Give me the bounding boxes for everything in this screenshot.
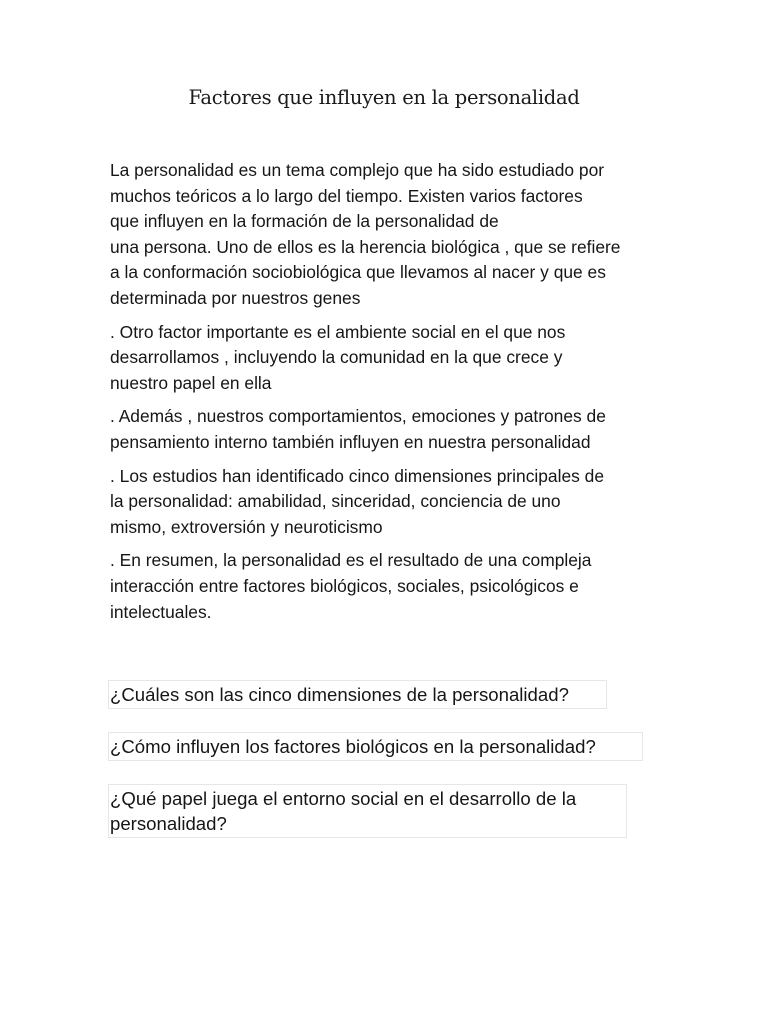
text-line: intelectuales. <box>110 601 212 622</box>
text-line: una persona. Uno de ellos es la herencia biológica , que se refiere <box>110 236 621 257</box>
text-line: interacción entre factores biológicos, sociales, psicológicos e <box>110 575 579 596</box>
text-line: muchos teóricos a lo largo del tiempo. Existen varios factores <box>110 185 583 206</box>
question-text: ¿Cuáles son las cinco dimensiones de la personalidad? <box>110 684 569 705</box>
text-line: a la conformación sociobiológica que llevamos al nacer y que es <box>110 262 606 283</box>
text-line: mismo, extroversión y neuroticismo <box>110 516 383 537</box>
text-line: La personalidad es un tema complejo que ha sido estudiado por <box>110 160 605 180</box>
text-line: determinada por nuestros genes <box>110 287 361 308</box>
text-line: la personalidad: amabilidad, sinceridad, conciencia de uno <box>110 491 561 512</box>
paragraph-5 <box>110 548 670 625</box>
question-2 <box>108 732 643 761</box>
question-1 <box>108 680 607 709</box>
paragraph-2 <box>110 320 670 397</box>
text-line: . En resumen, la personalidad es el resultado de una compleja <box>110 550 592 571</box>
text-line: que influyen en la formación de la personalidad de <box>110 211 499 232</box>
question-text: ¿Cómo influyen los factores biológicos en la personalidad? <box>110 736 596 757</box>
text-line: . Además , nuestros comportamientos, emociones y patrones de <box>110 406 606 427</box>
paragraph-3 <box>110 404 670 455</box>
text-line: desarrollamos , incluyendo la comunidad en la que crece y <box>110 347 563 368</box>
document-title: Factores que influyen en la personalidad <box>188 86 580 109</box>
question-text: ¿Qué papel juega el entorno social en el desarrollo de la <box>110 788 577 809</box>
question-3 <box>108 784 627 838</box>
text-line: . Los estudios han identificado cinco dimensiones principales de <box>110 465 605 486</box>
question-text: personalidad? <box>110 813 227 834</box>
document-body <box>110 158 670 633</box>
paragraph-4 <box>110 464 670 541</box>
text-line: . Otro factor importante es el ambiente social en el que nos <box>110 321 566 342</box>
text-line: nuestro papel en ella <box>110 372 272 393</box>
paragraph-1 <box>110 158 670 312</box>
text-line: pensamiento interno también influyen en nuestra personalidad <box>110 431 591 452</box>
